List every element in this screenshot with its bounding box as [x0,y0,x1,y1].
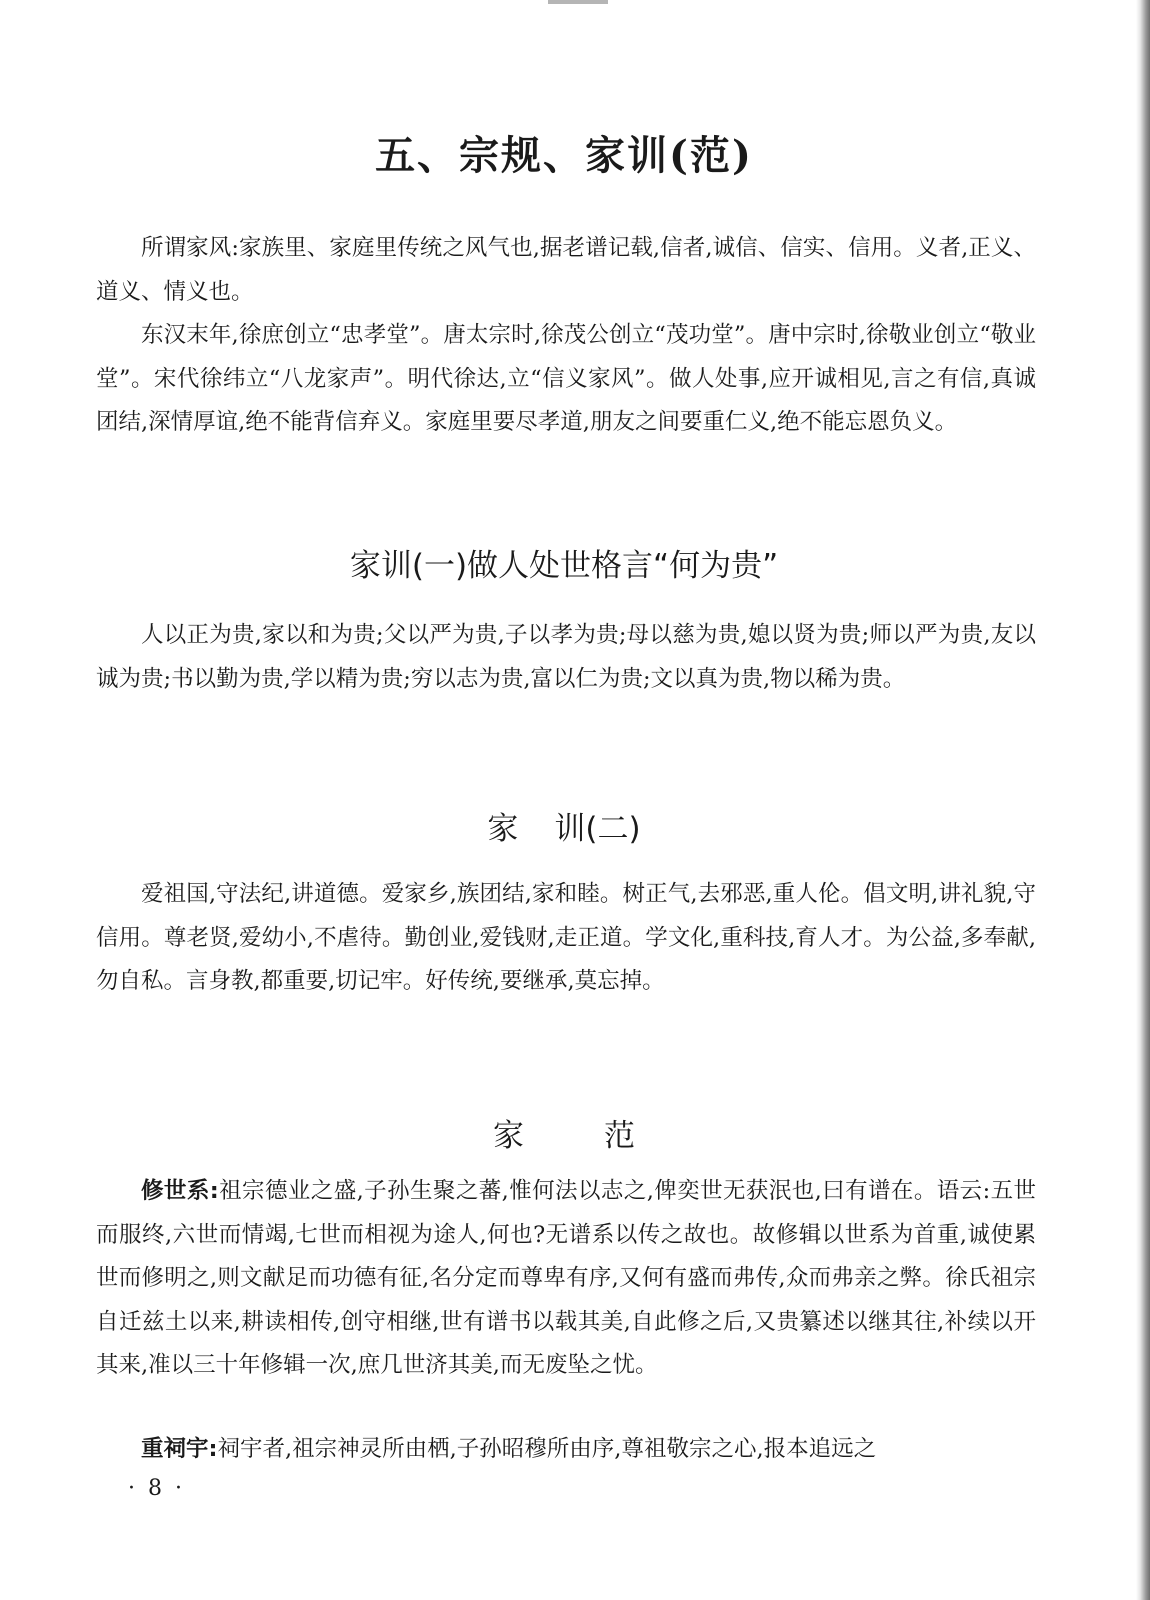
section-title-2-part-2: 训(二) [554,811,641,847]
scan-edge-mark [548,0,608,4]
section-1-paragraph: 人以正为贵,家以和为贵;父以严为贵,子以孝为贵;母以慈为贵,媳以贤为贵;师以严为贵,友以诚为贵;书以勤为贵,学以精为贵;穷以志为贵,富以仁为贵;文以真为贵,物以稀为贵。 [96,622,1036,692]
norm-item-genealogy [96,1170,1036,1388]
section-title-3-part-2: 范 [604,1118,635,1154]
page-number: · 8 · [128,1476,185,1501]
norm-item-ancestral-hall-text: 祠宇者,祖宗神灵所由栖,子孙昭穆所由序,尊祖敬宗之心,报本追远之 [217,1436,877,1462]
section-title-family-rule-1: 家训(一)做人处世格言“何为贵” [349,548,779,584]
section-title-family-norms [0,1114,1128,1158]
intro-paragraph-1: 所谓家风:家族里、家庭里传统之风气也,据老谱记载,信者,诚信、信实、信用。义者,正义、道义、情义也。 [96,235,1036,305]
section-title-family-rule-2 [0,807,1128,851]
section-2-paragraph: 爱祖国,守法纪,讲道德。爱家乡,族团结,家和睦。树正气,去邪恶,重人伦。倡文明,讲礼貌,守信用。尊老贤,爱幼小,不虐待。勤创业,爱钱财,走正道。学文化,重科技,育人才。为公益,多奉献,勿自私。言身教,都重要,切记牢。好传统,要继承,莫忘掉。 [96,881,1036,994]
intro-paragraph-2: 东汉末年,徐庶创立“忠孝堂”。唐太宗时,徐茂公创立“茂功堂”。唐中宗时,徐敬业创立“敬业堂”。宋代徐纬立“八龙家声”。明代徐达,立“信义家风”。做人处事,应开诚相见,言之有信,真诚团结,深情厚谊,绝不能背信弃义。家庭里要尽孝道,朋友之间要重仁义,绝不能忘恩负义。 [96,322,1036,435]
section-title-3-part-1: 家 [493,1118,524,1154]
section-title-2-part-1: 家 [487,811,519,847]
norm-item-ancestral-hall [96,1428,1036,1472]
norm-item-ancestral-hall-label: 重祠宇: [141,1436,218,1462]
scan-edge-shadow [1136,0,1150,1600]
main-title: 五、宗规、家训(范) [375,132,753,179]
norm-item-genealogy-label: 修世系: [141,1178,219,1204]
norm-item-genealogy-text: 祖宗德业之盛,子孙生聚之蕃,惟何法以志之,俾奕世无获泯也,曰有谱在。语云:五世而服终,六世而情竭,七世而相视为途人,何也?无谱系以传之故也。故修辑以世系为首重,诚使累世而修明之,则文献足而功德有征,名分定而尊卑有序,又何有盛而弗传,众而弗亲之弊。徐氏祖宗自迁兹土以来,耕读相传,创守相继,世有谱书以载其美,自此修之后,又贵纂述以继其往,补续以开其来,准以三十年修辑一次,庶几世济其美,而无废坠之忧。 [96,1178,1036,1378]
